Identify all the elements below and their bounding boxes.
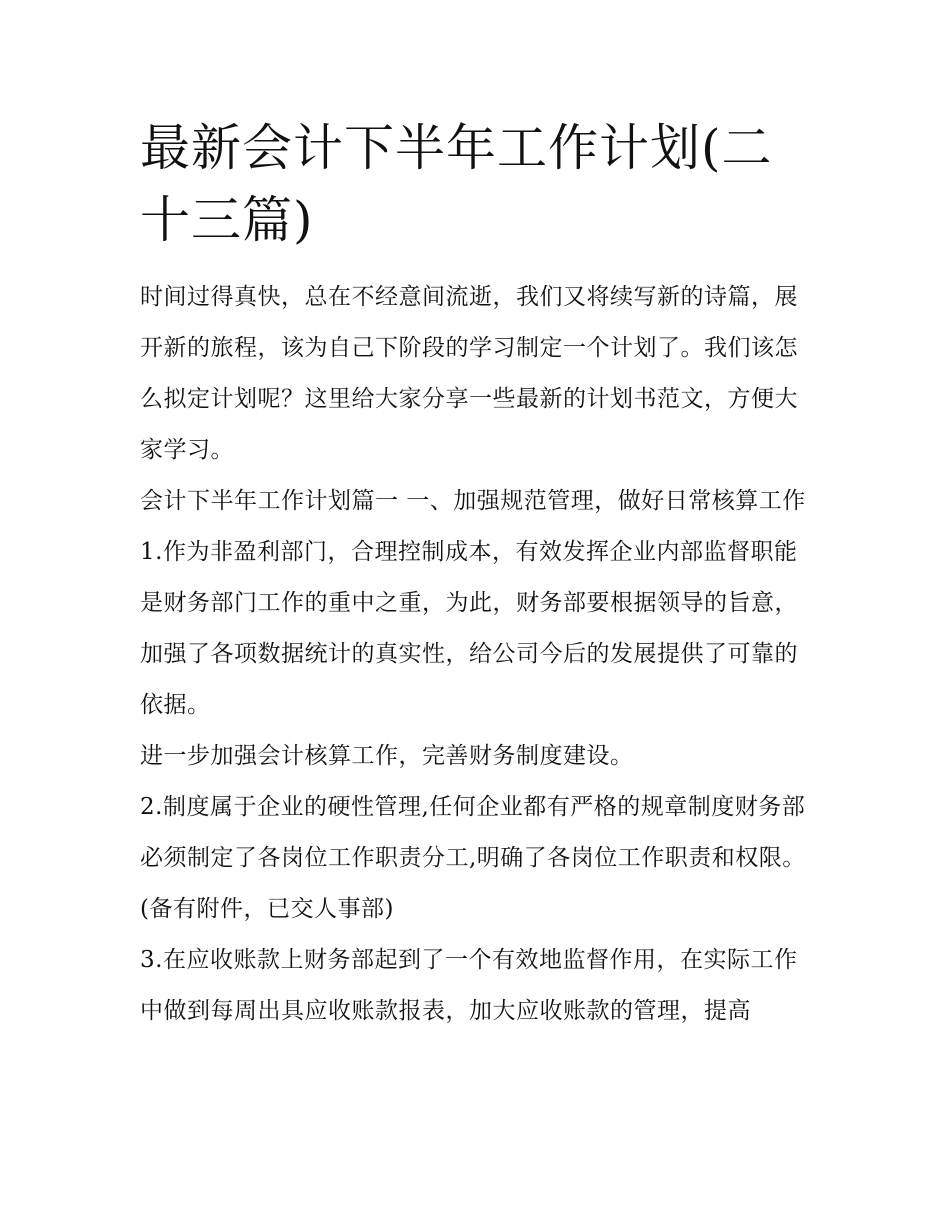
paragraph-item-2: 2.制度属于企业的硬性管理,任何企业都有严格的规章制度财务部必须制定了各岗位工作职责分工,明确了各岗位工作职责和权限。 (备有附件，已交人事部): [140, 794, 806, 922]
paragraph-item-1: 1.作为非盈利部门，合理控制成本，有效发挥企业内部监督职能是财务部门工作的重中之重，为此，财务部要根据领导的旨意，加强了各项数据统计的真实性，给公司今后的发展提供了可靠的依据。: [140, 539, 798, 718]
paragraph-item-3: 3.在应收账款上财务部起到了一个有效地监督作用，在实际工作中做到每周出具应收账款报表，加大应收账款的管理，提高: [140, 947, 798, 1024]
paragraph-accounting: 进一步加强会计核算工作，完善财务制度建设。: [140, 743, 634, 769]
paragraph-section-heading: 会计下半年工作计划篇一 一、加强规范管理，做好日常核算工作: [140, 488, 806, 514]
document-page: [140, 112, 820, 1037]
document-title: 最新会计下半年工作计划(二十三篇): [140, 119, 773, 249]
paragraph-intro: 时间过得真快，总在不经意间流逝，我们又将续写新的诗篇，展开新的旅程，该为自己下阶段的学习制定一个计划了。我们该怎么拟定计划呢？这里给大家分享一些最新的计划书范文，方便大家学习。: [140, 284, 798, 463]
